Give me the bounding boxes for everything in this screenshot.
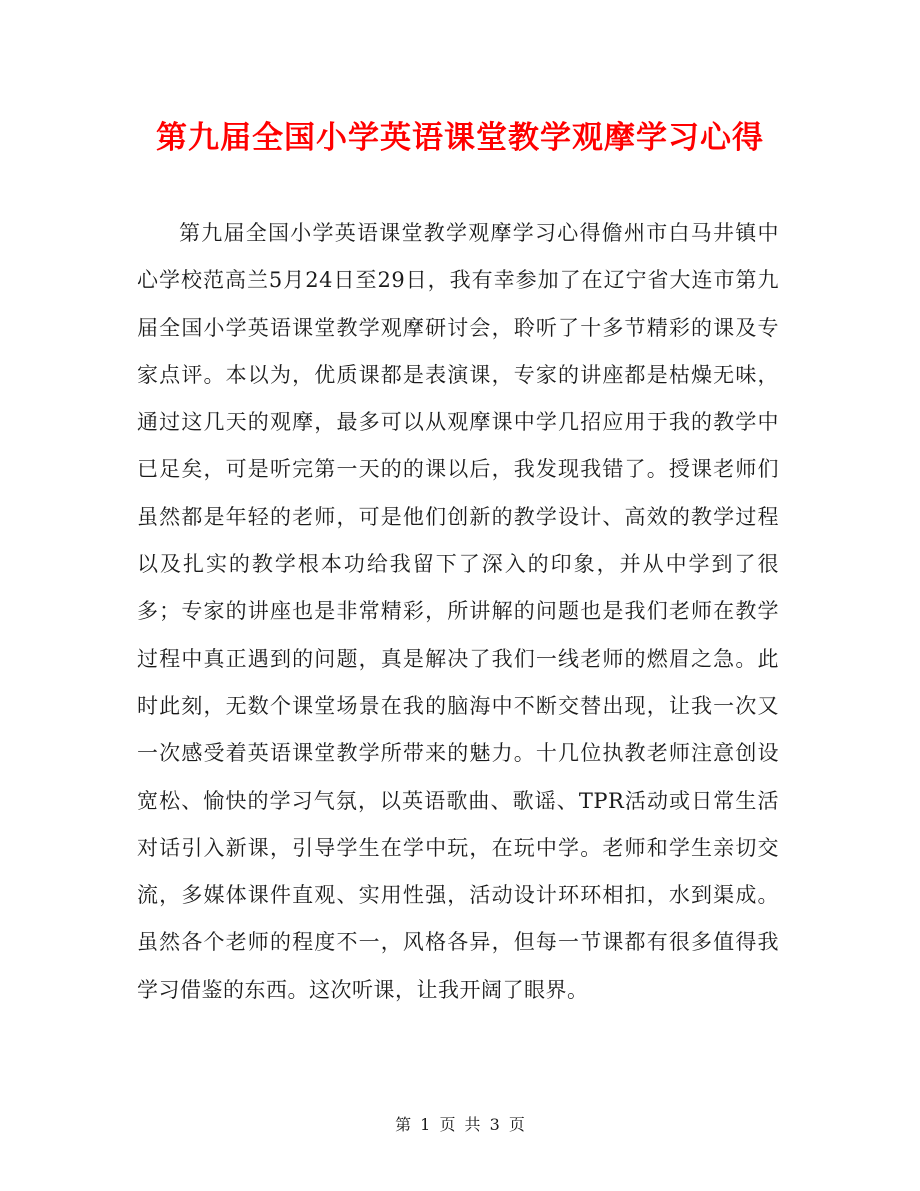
page-footer: 第 1 页 共 3 页 <box>395 1115 525 1134</box>
body-paragraph: 第九届全国小学英语课堂教学观摩学习心得儋州市白马井镇中心学校范高兰5月24日至29日，我有幸参加了在辽宁省大连市第九届全国小学英语课堂教学观摩研讨会，聆听了十多节精彩的课及专家点评。本以为，优质课都是表演课，专家的讲座都是枯燥无味，通过这几天的观摩，最多可以从观摩课中学几招应用于我的教学中已足矣，可是听完第一天的的课以后，我发现我错了。授课老师们虽然都是年轻的老师，可是他们创新的教学设计、高效的教学过程以及扎实的教学根本功给我留下了深入的印象，并从中学到了很多；专家的讲座也是非常精彩，所讲解的问题也是我们老师在教学过程中真正遇到的问题，真是解决了我们一线老师的燃眉之急。此时此刻，无数个课堂场景在我的脑海中不断交替出现，让我一次又一次感受着英语课堂教学所带来的魅力。十几位执教老师注意创设宽松、愉快的学习气氛，以英语歌曲、歌谣、TPR活动或日常生活对话引入新课，引导学生在学中玩，在玩中学。老师和学生亲切交流，多媒体课件直观、实用性强，活动设计环环相扣，水到渠成。虽然各个老师的程度不一，风格各异，但每一节课都有很多值得我学习借鉴的东西。这次听课，让我开阔了眼界。 <box>137 221 779 1002</box>
document-title: 第九届全国小学英语课堂教学观摩学习心得 <box>156 120 764 156</box>
